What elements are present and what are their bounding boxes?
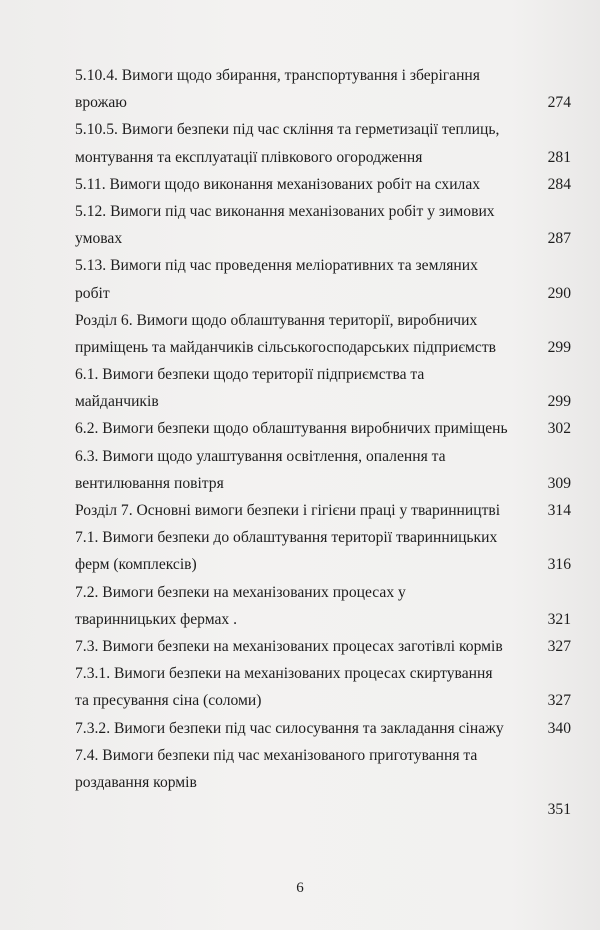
- toc-line: [75, 307, 571, 334]
- toc-entry-text: 5.10.4. Вимоги щодо збирання, транспортування і зберігання: [75, 67, 480, 84]
- toc-entry-text: 7.2. Вимоги безпеки на механізованих процесах у: [75, 583, 406, 601]
- toc-entry-text: робіт: [75, 284, 110, 302]
- toc-line: [75, 388, 571, 415]
- table-of-contents: [75, 62, 571, 823]
- toc-entry-page: 290: [547, 284, 571, 302]
- page-number: 6: [296, 880, 304, 896]
- toc-entry-text: ферм (комплексів): [75, 556, 197, 574]
- toc-entry-text: Розділ 6. Вимоги щодо облаштування території, виробничих: [75, 311, 478, 329]
- toc-line: [75, 280, 571, 307]
- toc-entry-page: 340: [547, 719, 571, 737]
- toc-entry-page: 287: [547, 230, 571, 248]
- toc-entry: [75, 252, 571, 306]
- toc-line: [75, 796, 571, 823]
- toc-line: [75, 551, 571, 578]
- toc-entry-page: 351: [547, 801, 571, 819]
- toc-entry-page: 309: [547, 474, 571, 492]
- toc-line: [75, 443, 571, 470]
- toc-entry-text: монтування та експлуатації плівкового огородження: [75, 148, 423, 166]
- toc-entry: [75, 62, 571, 116]
- toc-entry: [75, 579, 571, 633]
- toc-entry-text: вентилювання повітря: [75, 474, 224, 492]
- toc-line: [75, 579, 571, 606]
- toc-entry-page: 327: [547, 692, 571, 710]
- toc-entry-page: 299: [547, 338, 571, 356]
- toc-entry-text: 6.3. Вимоги щодо улаштування освітлення, опалення та: [75, 447, 446, 465]
- toc-entry-text: Розділ 7. Основні вимоги безпеки і гігієни праці у тваринництві: [75, 502, 501, 519]
- toc-entry-page: 321: [547, 610, 571, 628]
- toc-line: [75, 334, 571, 361]
- toc-entry-page: 316: [547, 556, 571, 574]
- toc-line: [75, 252, 571, 279]
- toc-line: [75, 769, 571, 796]
- toc-entry-page: 281: [547, 148, 571, 166]
- toc-entry-page: 327: [547, 637, 571, 655]
- toc-line: [75, 470, 571, 497]
- toc-entry-page: 314: [547, 502, 571, 519]
- toc-entry-page: 284: [547, 175, 571, 193]
- toc-entry-text: роздавання кормів: [75, 773, 197, 791]
- toc-entry-text: 7.4. Вимоги безпеки під час механізованого приготування та: [75, 746, 478, 764]
- toc-line: [75, 742, 571, 769]
- toc-entry: [75, 497, 571, 524]
- toc-entry-text: майданчиків: [75, 393, 159, 411]
- toc-entry-text: приміщень та майданчиків сільськогосподарських підприємств: [75, 338, 497, 356]
- toc-entry-text: 5.10.5. Вимоги безпеки під час скління та герметизації теплиць,: [75, 121, 500, 139]
- toc-line: [75, 415, 571, 442]
- toc-entry-text: 7.3. Вимоги безпеки на механізованих процесах заготівлі кормів: [75, 637, 503, 655]
- toc-line: [75, 361, 571, 388]
- toc-line: [75, 171, 571, 198]
- toc-entry: [75, 116, 571, 170]
- toc-entry-text: 7.1. Вимоги безпеки до облаштування території тваринницьких: [75, 529, 498, 547]
- toc-entry: [75, 171, 571, 198]
- toc-entry: [75, 742, 571, 824]
- toc-entry-text: врожаю: [75, 94, 127, 112]
- toc-line: [75, 89, 571, 116]
- toc-entry: [75, 443, 571, 497]
- toc-line: [75, 497, 571, 524]
- toc-entry-text: умовах: [75, 230, 123, 248]
- toc-line: [75, 524, 571, 551]
- toc-line: [75, 198, 571, 225]
- toc-entry: [75, 198, 571, 252]
- toc-line: [75, 62, 571, 89]
- toc-entry-text: 6.2. Вимоги безпеки щодо облаштування виробничих приміщень: [75, 420, 508, 438]
- toc-line: [75, 606, 571, 633]
- toc-line: [75, 687, 571, 714]
- toc-entry: [75, 307, 571, 361]
- toc-entry-text: 7.3.1. Вимоги безпеки на механізованих процесах скиртування: [75, 665, 493, 683]
- toc-entry-text: 6.1. Вимоги безпеки щодо території підприємства та: [75, 366, 425, 384]
- toc-line: [75, 116, 571, 143]
- toc-entry: [75, 633, 571, 660]
- toc-entry-text: 7.3.2. Вимоги безпеки під час силосування та закладання сінажу: [75, 719, 504, 737]
- toc-entry-text: та пресування сіна (соломи): [75, 692, 262, 710]
- toc-entry-text: 5.13. Вимоги під час проведення меліоративних та земляних: [75, 257, 478, 275]
- toc-line: [75, 225, 571, 252]
- toc-entry-text: 5.11. Вимоги щодо виконання механізованих робіт на схилах: [75, 175, 481, 193]
- toc-entry: [75, 415, 571, 442]
- toc-entry-text: тваринницьких фермах .: [75, 610, 238, 628]
- toc-line: [75, 144, 571, 171]
- toc-line: [75, 660, 571, 687]
- toc-entry-page: 302: [547, 420, 571, 438]
- toc-entry: [75, 361, 571, 415]
- toc-line: [75, 633, 571, 660]
- toc-entry: [75, 660, 571, 714]
- toc-entry-text: 5.12. Вимоги під час виконання механізованих робіт у зимових: [75, 202, 495, 220]
- toc-entry: [75, 715, 571, 742]
- toc-entry-page: 299: [547, 393, 571, 411]
- toc-entry: [75, 524, 571, 578]
- toc-entry-page: 274: [547, 94, 571, 112]
- toc-line: [75, 715, 571, 742]
